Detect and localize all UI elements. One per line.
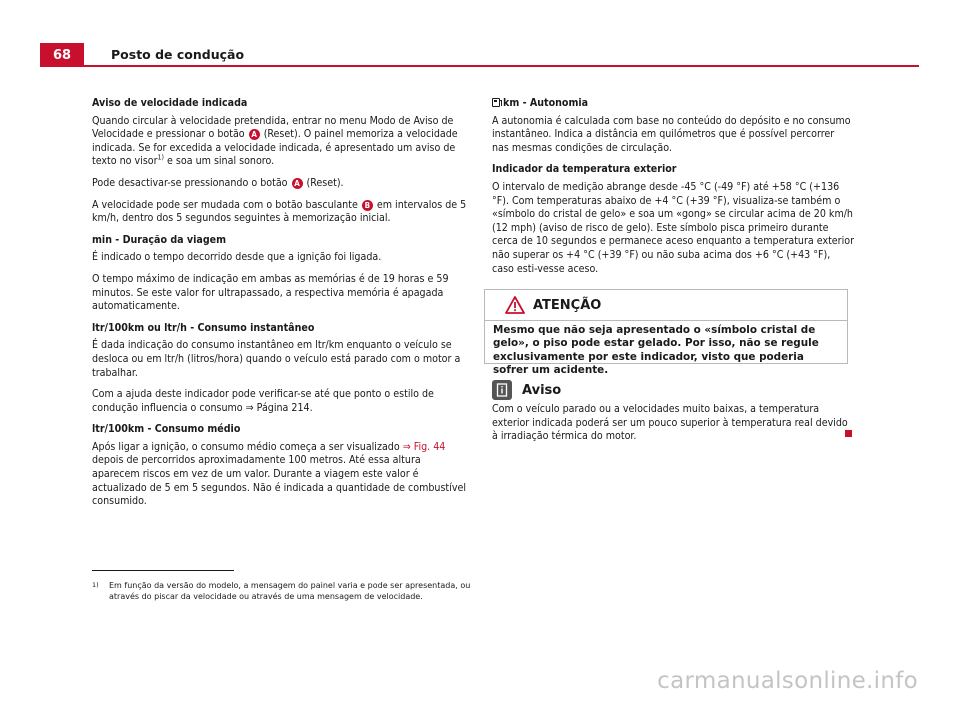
header-rule — [84, 65, 919, 67]
footnote-mark: 1) — [92, 581, 99, 589]
running-title: Posto de condução — [111, 47, 245, 62]
warning-text: Mesmo que não seja apresentado o «símbolo cristal de gelo», o piso pode estar gelado. Por isso, não se regule exclusivamente por este indicador, visto que poderia sofrer um acidente. — [493, 324, 819, 377]
warning-header — [485, 290, 847, 321]
section-heading-instant-consumption: ltr/100km ou ltr/h - Consumo instantâneo — [92, 321, 315, 334]
left-column — [92, 97, 468, 517]
paragraph: Com a ajuda deste indicador pode verificar-se até que ponto o estilo de condução influencia o consumo ⇒ Página 214. — [92, 388, 434, 414]
paragraph: É dada indicação do consumo instantâneo em ltr/km enquanto o veículo se desloca ou em ltr/h (litros/hora) quando o veículo está parado com o motor a trabalhar. — [92, 339, 461, 379]
paragraph: Quando circular à velocidade pretendida, entrar no menu Modo de Aviso de Velocidade e pressionar o botão A (Reset). O painel memoriza a velocidade indicada. Se for excedida a velocidade indicada, é apresentado um aviso de texto no visor$^{1)}$ e soa um sinal sonoro. — [92, 114, 458, 168]
paragraph: É indicado o tempo decorrido desde que a ignição foi ligada. — [92, 251, 382, 264]
paragraph: Após ligar a ignição, o consumo médio começa a ser visualizado ⇒ Fig. 44 depois de percorridos aproximadamente 100 metros. Até essa altura aparecem riscos em vez de um valor. Durante a viagem este valor é actualizado de 5 em 5 segundos. Não é indicada a quantidade de combustível consumido. — [92, 440, 466, 508]
paragraph: A velocidade pode ser mudada com o botão basculante B em intervalos de 5 km/h, dentro dos 5 segundos seguintes à memorização inicial. — [92, 198, 467, 225]
paragraph: O intervalo de medição abrange desde -45 °C (-49 °F) até +58 °C (+136 °F). Com temperaturas abaixo de +4 °C (+39 °F), visualiza-se também o «símbolo do cristal de gelo» e soa um «gong» se circular acima de 20 km/h (12 mph) (aviso de risco de gelo). Este símbolo pisca primeiro durante cerca de 10 segundos e permanece aceso enquanto a temperatura exterior não superar os +4 °C (+39 °F) ou não suba acima dos +6 °C (+43 °F), caso esti-vesse aceso. — [492, 180, 854, 275]
warning-title: ATENÇÃO — [533, 297, 602, 313]
figure-link[interactable]: ⇒ Fig. 44 — [402, 440, 446, 453]
section-heading-range: km - Autonomia — [492, 97, 854, 111]
right-column — [492, 97, 854, 284]
section-heading-speed-warning: Aviso de velocidade indicada — [92, 97, 248, 109]
warning-triangle-icon — [505, 296, 525, 314]
footnote-rule — [92, 570, 234, 571]
footnote-text: Em função da versão do modelo, a mensagem do painel varia e pode ser apresentada, ou através do piscar da velocidade ou através de uma mensagem de velocidade. — [109, 581, 471, 601]
marker-a: A — [292, 178, 303, 189]
info-note-icon — [492, 380, 512, 400]
section-heading-outside-temperature: Indicador da temperatura exterior — [492, 163, 677, 176]
section-heading-trip-duration: min - Duração da viagem — [92, 233, 227, 246]
warning-box — [484, 289, 848, 377]
marker-a: A — [249, 129, 260, 140]
paragraph: A autonomia é calculada com base no conteúdo do depósito e no consumo instantâneo. Indica a distância em quilómetros que é possível percorrer nas mesmas condições de circulação. — [492, 114, 851, 154]
paragraph: O tempo máximo de indicação em ambas as memórias é de 19 horas e 59 minutos. Se este valor for ultrapassado, a respectiva memória é apagada automaticamente. — [92, 272, 449, 313]
watermark: carmanualsonline.info — [657, 668, 918, 694]
note-title: Aviso — [522, 382, 562, 398]
section-end-marker — [845, 430, 852, 437]
section-heading-average-consumption: ltr/100km - Consumo médio — [92, 423, 241, 436]
note-text: Com o veículo parado ou a velocidades muito baixas, a temperatura exterior indicada poderá ser um pouco superior à temperatura real devido à irradiação térmica do motor. — [492, 403, 848, 443]
page-number: 68 — [40, 43, 84, 67]
marker-b: B — [362, 200, 373, 211]
fuel-pump-icon — [492, 98, 500, 107]
paragraph: Pode desactivar-se pressionando o botão A (Reset). — [92, 176, 344, 189]
note-header — [492, 380, 561, 400]
footnote — [92, 580, 472, 602]
footnote-ref[interactable]: 1) — [157, 153, 165, 162]
